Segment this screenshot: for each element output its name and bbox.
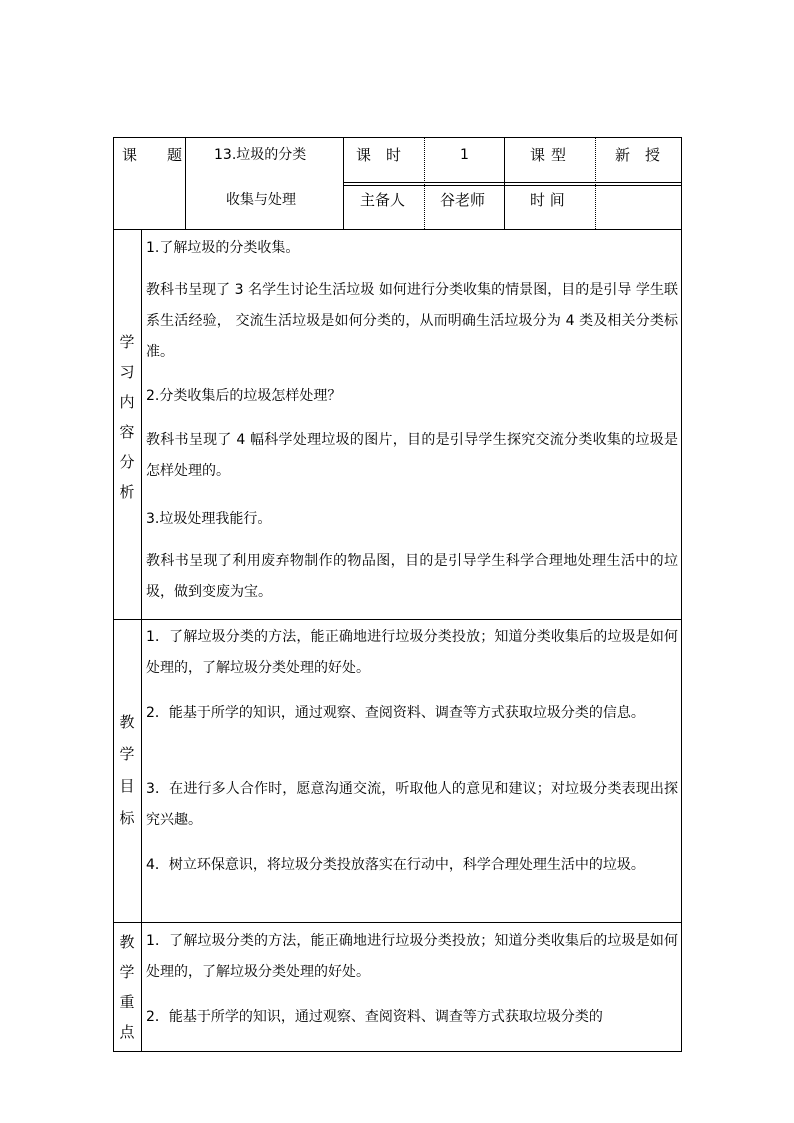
lesson-title-line1: 13.垃圾的分类 <box>214 147 307 163</box>
label-char: 学 <box>119 963 135 981</box>
goals-paragraph: 4．树立环保意识，将垃圾分类投放落实在行动中，科学合理处理生活中的垃圾。 <box>146 857 645 873</box>
key-points-paragraph: 1．了解垃圾分类的方法，能正确地进行垃圾分类投放；知道分类收集后的垃圾是如何 处理的，了解垃圾分类处理的好处。 <box>146 933 678 980</box>
goals-paragraph: 1．了解垃圾分类的方法，能正确地进行垃圾分类投放；知道分类收集后的垃圾是如何处理的，了解垃圾分类处理的好处。 <box>146 629 678 676</box>
analysis-section-label <box>113 327 141 507</box>
author-value: 谷老师 <box>440 191 486 209</box>
lesson-title-line2: 收集与处理 <box>226 192 296 208</box>
table-border-right <box>681 137 682 1052</box>
label-char: 教 <box>119 713 135 731</box>
time-label: 时 间 <box>530 191 565 209</box>
period-label: 课 时 <box>356 146 402 164</box>
goals-paragraph: 2．能基于所学的知识，通过观察、查阅资料、调查等方式获取垃圾分类的信息。 <box>146 705 645 721</box>
label-char: 习 <box>119 363 135 381</box>
goals-section-label <box>113 706 141 834</box>
goals-paragraph: 3．在进行多人合作时，愿意沟通交流，听取他人的意见和建议；对垃圾分类表现出探究兴趣。 <box>146 781 678 828</box>
header-divider-dotted <box>595 137 596 229</box>
label-char: 学 <box>119 745 135 763</box>
table-border-left <box>113 137 114 1052</box>
label-char: 重 <box>119 993 135 1011</box>
key-points-section-label <box>113 927 141 1047</box>
analysis-paragraph: 教科书呈现了利用废弃物制作的物品图，目的是引导学生科学合理地处理生活中的垃圾，做到变废为宝。 <box>146 553 678 600</box>
header-divider-dotted <box>424 137 425 229</box>
header-double-line <box>343 185 681 186</box>
table-border-top <box>113 137 682 138</box>
type-value: 新 授 <box>615 146 661 164</box>
label-char: 容 <box>119 423 135 441</box>
header-divider <box>343 137 344 229</box>
table-border-bottom <box>113 1051 682 1052</box>
period-value: 1 <box>460 147 469 163</box>
label-char: 学 <box>119 333 135 351</box>
header-divider <box>504 137 505 229</box>
label-char: 分 <box>119 453 135 471</box>
label-char: 目 <box>119 777 135 795</box>
lesson-label: 课 题 <box>122 146 183 164</box>
label-char: 教 <box>119 933 135 951</box>
section-divider <box>113 922 682 923</box>
header-double-line <box>343 182 681 183</box>
type-label: 课型 <box>530 146 573 164</box>
label-char: 点 <box>119 1023 135 1041</box>
label-char: 析 <box>119 483 135 501</box>
author-label: 主备人 <box>360 191 406 209</box>
key-points-paragraph: 2．能基于所学的知识，通过观察、查阅资料、调查等方式获取垃圾分类的 <box>146 1009 603 1025</box>
label-column-divider <box>141 229 142 1051</box>
label-char: 内 <box>119 393 135 411</box>
analysis-paragraph: 教科书呈现了 3 名学生讨论生活垃圾 如何进行分类收集的情景图，目的是引导 学生联系生活经验， 交流生活垃圾是如何分类的，从而明确生活垃圾分为 4 类及相关分类标准。 <box>146 282 678 360</box>
section-divider <box>113 229 682 230</box>
analysis-paragraph: 3.垃圾处理我能行。 <box>146 511 272 527</box>
analysis-paragraph: 2.分类收集后的垃圾怎样处理？ <box>146 388 342 404</box>
label-char: 标 <box>119 809 135 827</box>
header-divider <box>185 137 186 229</box>
analysis-paragraph: 教科书呈现了 4 幅科学处理垃圾的图片，目的是引导学生探究交流分类收集的垃圾是怎样处理的。 <box>146 432 678 479</box>
section-divider <box>113 619 682 620</box>
analysis-paragraph: 1.了解垃圾的分类收集。 <box>146 240 300 256</box>
